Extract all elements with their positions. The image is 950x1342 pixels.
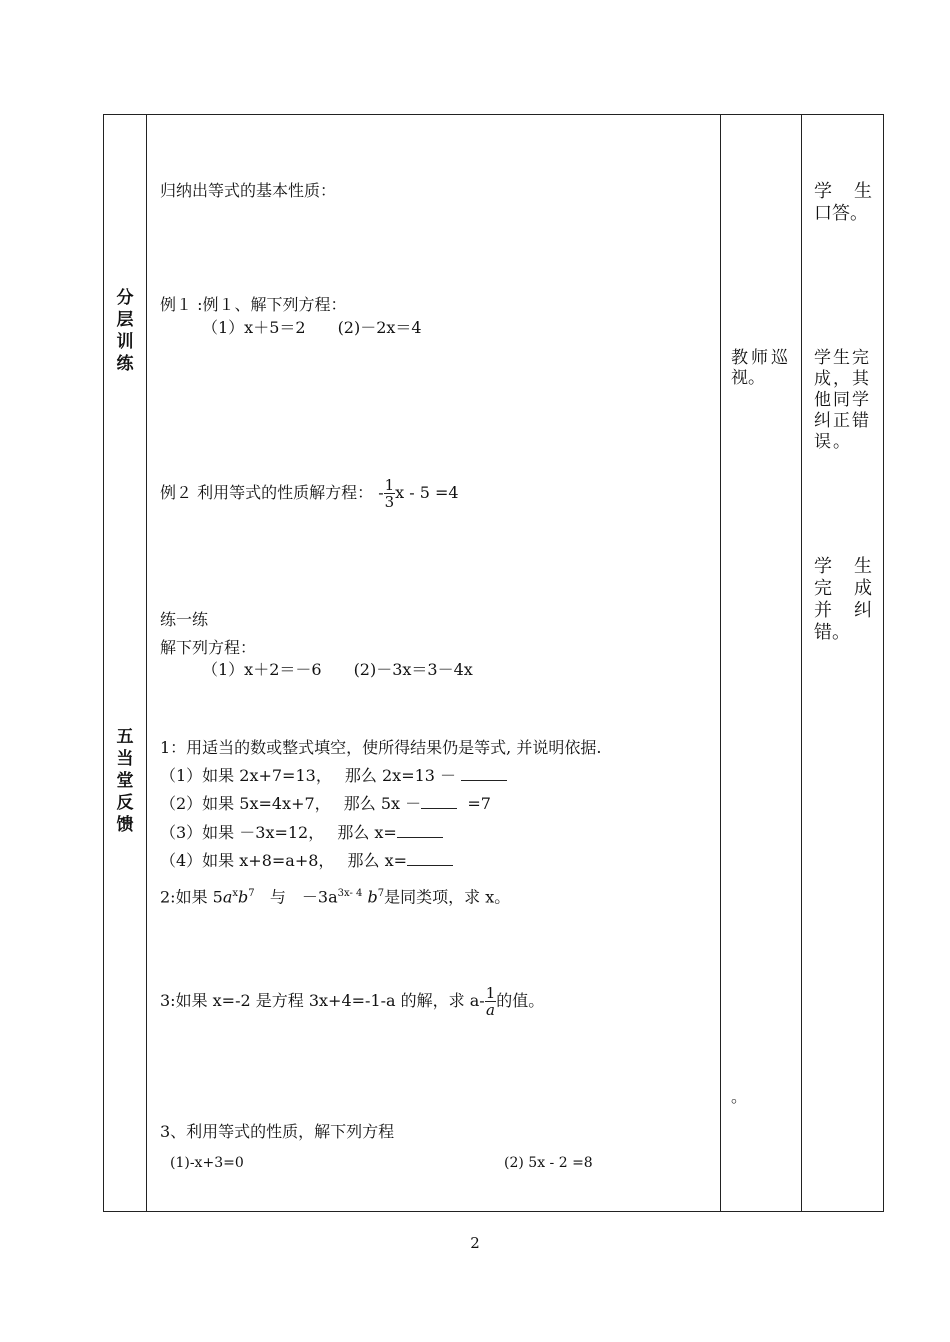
practice-title: 练一练: [160, 610, 209, 629]
note-char: 学: [814, 556, 832, 577]
question1-item-c-text: （3）如果 －3x=12， 那么 x=: [160, 823, 397, 842]
note-line: 他同学: [814, 390, 871, 410]
variable-a: a: [222, 887, 233, 907]
fraction-denominator: 3: [384, 493, 395, 511]
practice-subtitle: 解下列方程：: [160, 638, 257, 657]
teacher-activity-line1: 教师巡: [731, 348, 791, 368]
fill-blank[interactable]: [407, 851, 453, 866]
fraction-numerator: 1: [485, 984, 496, 1002]
example2-suffix: x - 5 =4: [395, 483, 459, 502]
question3-suffix: 的值。: [496, 991, 545, 1010]
note-char: 生: [854, 181, 872, 202]
minus-sign: -: [378, 483, 384, 502]
column-divider: [801, 115, 802, 1211]
question3-prefix: 3:如果 x=-2 是方程 3x+4=-1-a 的解，求 a-: [160, 991, 485, 1010]
exponent: x: [232, 888, 239, 899]
question2: [160, 884, 510, 907]
note-line: 错。: [814, 622, 850, 643]
question4-item-a: (1)-x+3=0: [170, 1155, 244, 1171]
question1-item-c: [160, 823, 443, 843]
question2-tail: 是同类项，求 x。: [384, 887, 511, 907]
exponent: 7: [377, 888, 385, 899]
question1-item-b-text: （2）如果 5x=4x+7， 那么 5x －: [160, 794, 422, 813]
variable-b: b: [238, 887, 249, 907]
question2-middle: 与 －3a: [269, 887, 338, 907]
note-char: 学: [814, 181, 832, 202]
note-char: 并: [814, 600, 832, 621]
note-char: 成: [854, 578, 872, 599]
section-title-layered-training: 分层训练: [116, 288, 134, 374]
question3: [160, 977, 544, 1025]
question1-item-d-text: （4）如果 x+8=a+8， 那么 x=: [160, 851, 408, 870]
variable-b: b: [367, 887, 378, 907]
note-char: 纠: [854, 600, 872, 621]
fill-blank[interactable]: [421, 794, 457, 809]
question1-item-b-tail: =7: [467, 794, 491, 813]
fraction-denominator: a: [486, 1001, 495, 1019]
fill-blank[interactable]: [461, 766, 507, 781]
note-line: 纠正错: [814, 411, 871, 431]
question4-item-b: (2) 5x - 2 =8: [504, 1155, 593, 1171]
note-line: 学生完: [814, 348, 871, 368]
question1-item-a: [160, 766, 507, 786]
note-line: 成，其: [814, 369, 871, 389]
column-divider: [720, 115, 721, 1211]
question2-prefix: 2:如果 5: [160, 887, 223, 907]
question1-title: 1：用适当的数或整式填空，使所得结果仍是等式, 并说明依据.: [160, 738, 602, 757]
teacher-activity-line2: 视。: [731, 368, 765, 388]
practice-items: （1）x＋2＝－6 (2)－3x＝3－4x: [202, 660, 473, 679]
student-note-3: [814, 556, 872, 644]
fraction-one-over-a: [485, 985, 497, 1018]
example2-prefix: 例２ 利用等式的性质解方程：: [160, 483, 374, 502]
fill-blank[interactable]: [397, 823, 443, 838]
note-line: 误。: [814, 432, 852, 452]
student-note-1: [814, 181, 872, 225]
example2-line: [160, 469, 459, 517]
note-char: 生: [854, 556, 872, 577]
page-number: 2: [470, 1234, 480, 1252]
student-note-2: [814, 348, 871, 453]
exponent: 3x- 4: [337, 888, 363, 899]
exponent: 7: [248, 888, 255, 899]
note-line: 口答。: [814, 203, 868, 224]
example1-title: 例１ :例１、解下列方程：: [160, 295, 347, 314]
note-char: 完: [814, 578, 832, 599]
lesson-table: [103, 114, 884, 1212]
fraction-one-third: [384, 477, 396, 510]
question4-title: 3、利用等式的性质，解下列方程: [160, 1122, 395, 1141]
example1-items: （1）x＋5＝2 (2)－2x＝4: [202, 318, 422, 337]
intro-text: 归纳出等式的基本性质：: [160, 181, 337, 200]
teacher-dot: 。: [731, 1087, 748, 1106]
fraction-numerator: 1: [384, 476, 395, 494]
section-title-class-feedback: 五当堂反馈: [116, 727, 134, 835]
question1-item-d: [160, 851, 453, 871]
question1-item-a-text: （1）如果 2x+7=13， 那么 2x=13 －: [160, 766, 457, 785]
column-divider: [146, 115, 147, 1211]
question1-item-b: [160, 794, 491, 814]
